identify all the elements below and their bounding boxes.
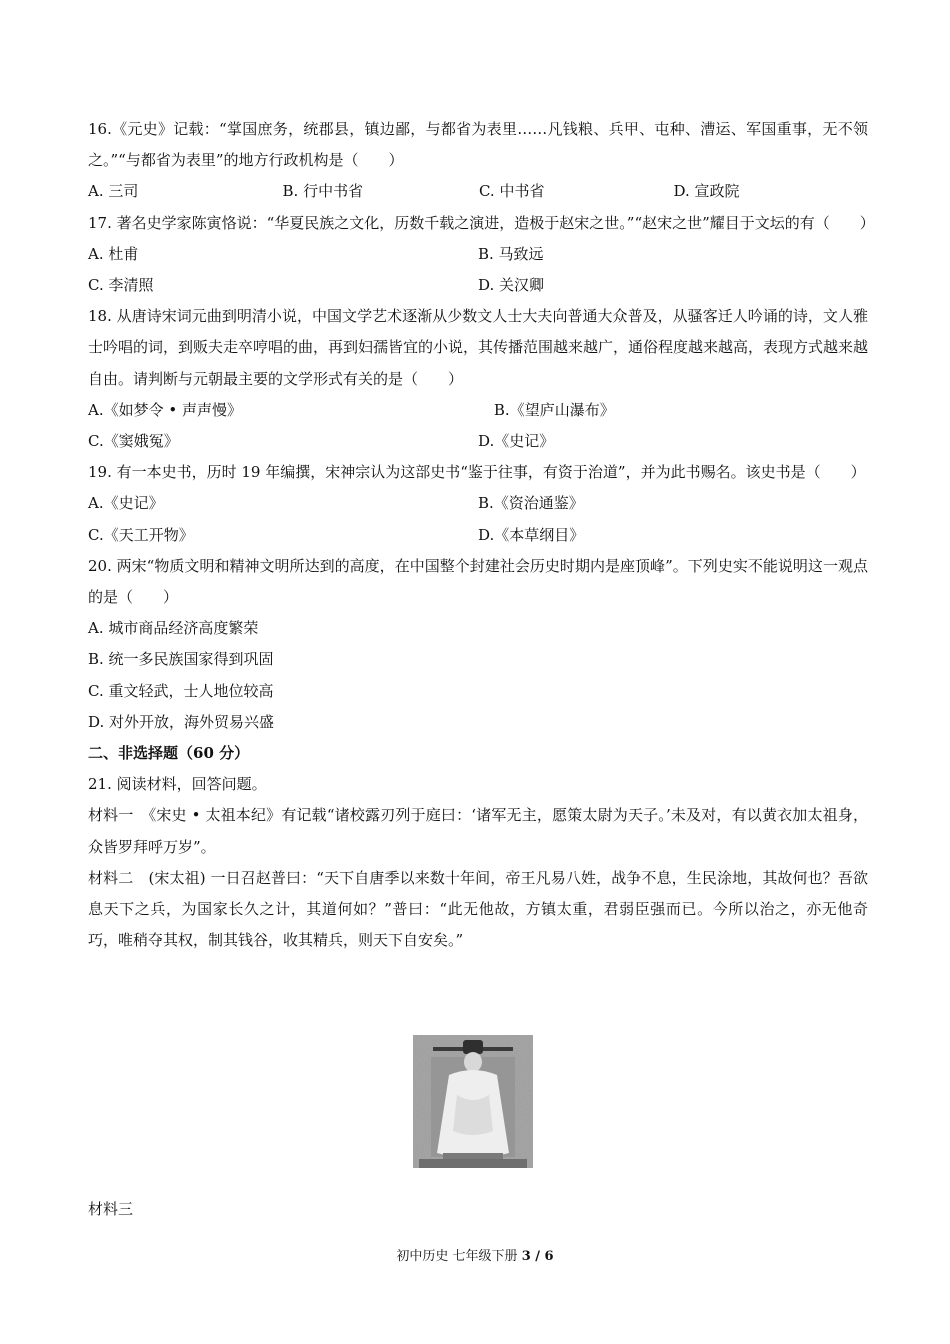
q16-option-d: D. 宣政院 — [673, 182, 740, 201]
section-heading: 二、非选择题（60 分） — [88, 743, 250, 762]
q19-stem: 19. 有一本史书，历时 19 年编撰，宋神宗认为这部史书“鉴于往事，有资于治道”，并为此书赐名。该史书是（ ） — [88, 463, 866, 482]
q21-stem: 21. 阅读材料，回答问题。 — [88, 775, 267, 794]
q16-option-c: C. 中书省 — [478, 182, 545, 201]
q19-option-c: C.《天工开物》 — [88, 525, 194, 544]
q18-option-d: D.《史记》 — [478, 431, 555, 450]
q19-options-row1 — [88, 488, 868, 519]
q17-option-c: C. 李清照 — [88, 275, 154, 294]
footer-course: 初中历史 七年级下册 — [396, 1249, 522, 1264]
q17-option-d: D. 关汉卿 — [478, 275, 545, 294]
q21-material-3: 材料三 — [88, 1200, 134, 1218]
q16-stem: 16.《元史》记载：“掌国庶务，统郡县，镇边鄙，与都省为表里……凡钱粮、兵甲、屯种、漕运、军国重事，无不领之。”“与都省为表里”的地方行政机构是（ ） — [88, 120, 868, 170]
q17-options-row1 — [88, 239, 868, 270]
q19-options-row2 — [88, 520, 868, 551]
q19-option-d: D.《本草纲目》 — [478, 525, 585, 544]
q21-material-2: 材料二 (宋太祖) 一日召赵普曰：“天下自唐季以来数十年间，帝王凡易八姓，战争不息，生民涂地，其故何也？吾欲息天下之兵，为国家长久之计，其道何如？”普曰：“此无他故，方镇太重，君弱臣强而已。今所以治之，亦无他奇巧，唯稍夺其权，制其钱谷，收其精兵，则天下自安矣。” — [88, 868, 868, 950]
question-content — [88, 114, 875, 956]
emperor-portrait-image — [413, 1035, 533, 1168]
q18-option-b: B.《望庐山瀑布》 — [493, 400, 615, 419]
q16-option-a: A. 三司 — [88, 182, 139, 201]
q20-option-b: B. 统一多民族国家得到巩固 — [88, 650, 274, 669]
q16-option-b: B. 行中书省 — [282, 182, 364, 201]
q18-option-a: A.《如梦令 • 声声慢》 — [88, 400, 242, 419]
q20-option-c: C. 重文轻武，士人地位较高 — [88, 681, 274, 700]
q19-option-b: B.《资治通鉴》 — [478, 494, 584, 513]
q20-stem: 20. 两宋“物质文明和精神文明所达到的高度，在中国整个封建社会历史时期内是座顶峰”。下列史实不能说明这一观点的是（ ） — [88, 556, 868, 606]
q19-option-a: A.《史记》 — [88, 494, 164, 513]
q17-option-a: A. 杜甫 — [88, 244, 139, 263]
q18-options-row1 — [88, 395, 868, 426]
q17-options-row2 — [88, 270, 868, 301]
q20-option-d: D. 对外开放，海外贸易兴盛 — [88, 712, 275, 731]
q20-option-a: A. 城市商品经济高度繁荣 — [88, 619, 259, 638]
q18-option-c: C.《窦娥冤》 — [88, 431, 179, 450]
footer-page-number: 3 / 6 — [521, 1249, 554, 1264]
q21-material-1: 材料一 《宋史 • 太祖本纪》有记载“诸校露刃列于庭曰：‘诸军无主，愿策太尉为天子。’未及对，有以黄衣加太祖身，众皆罗拜呼万岁”。 — [88, 806, 868, 856]
q18-stem: 18. 从唐诗宋词元曲到明清小说，中国文学艺术逐渐从少数文人士大夫向普通大众普及，从骚客迁人吟诵的诗，文人雅士吟唱的词，到贩夫走卒哼唱的曲，再到妇孺皆宜的小说，其传播范围越来越广，通俗程度越来越高，表现方式越来越自由。请判断与元朝最主要的文学形式有关的是（ ） — [88, 307, 869, 388]
q18-options-row2 — [88, 426, 868, 457]
q17-option-b: B. 马致远 — [478, 244, 544, 263]
q16-options — [88, 176, 868, 207]
page-footer — [0, 1245, 950, 1264]
q17-stem: 17. 著名史学家陈寅恪说：“华夏民族之文化，历数千载之演进，造极于赵宋之世。”“赵宋之世”耀目于文坛的有（ ） — [88, 213, 875, 232]
